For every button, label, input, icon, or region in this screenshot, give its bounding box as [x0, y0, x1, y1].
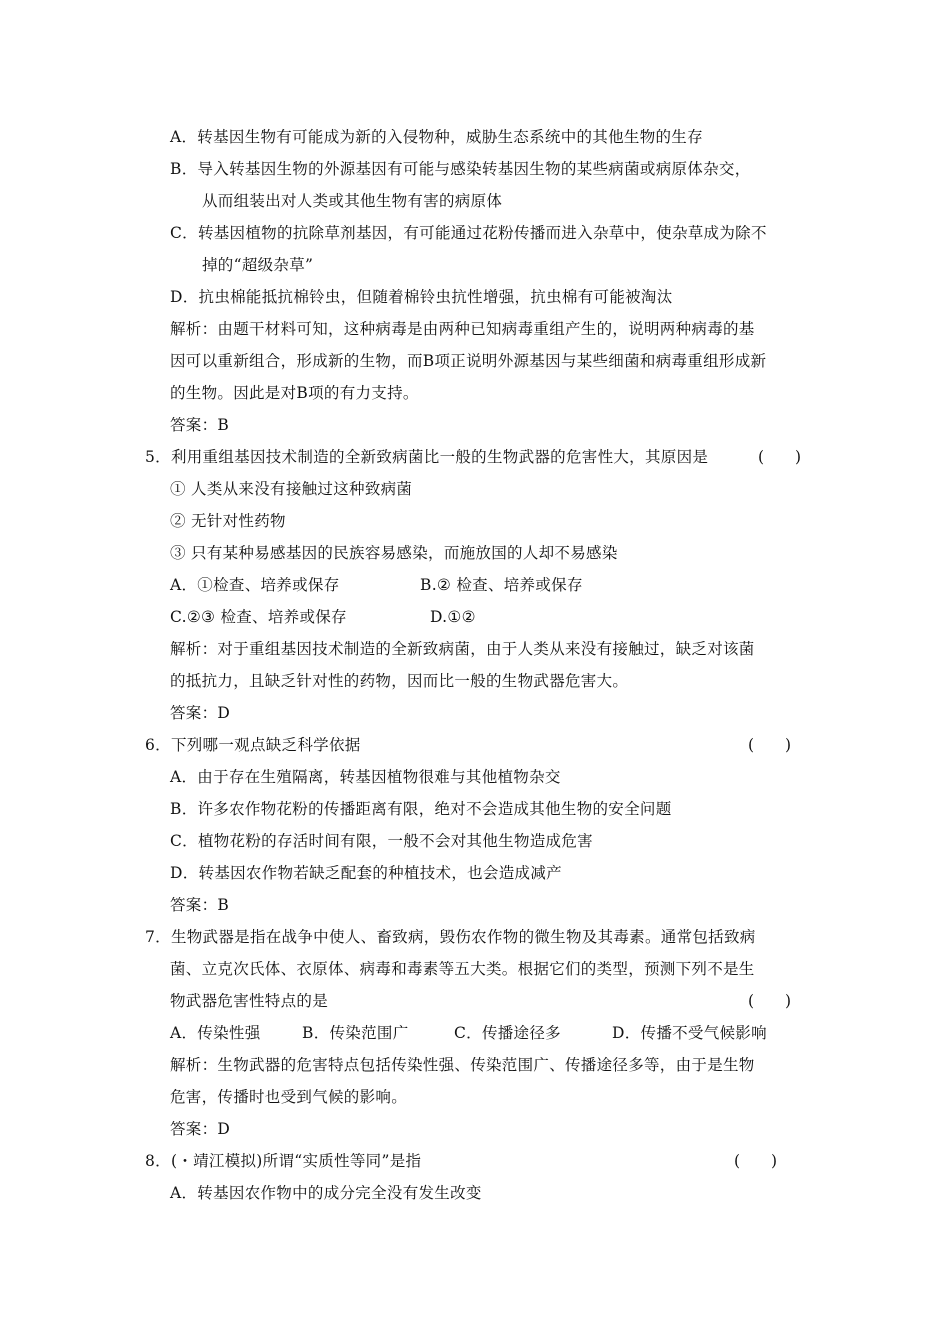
q5-analysis-line: 的抵抗力，且缺乏针对性的药物，因而比一般的生物武器危害大。 [170, 672, 629, 690]
q5-option-a: A．①检查、培养或保存 [170, 576, 340, 594]
q6-option-c: C．植物花粉的存活时间有限，一般不会对其他生物造成危害 [170, 832, 593, 850]
q4-analysis-line: 因可以重新组合，形成新的生物，而B项正说明外源基因与某些细菌和病毒重组形成新 [170, 352, 767, 370]
q4-option-d: D．抗虫棉能抵抗棉铃虫，但随着棉铃虫抗性增强，抗虫棉有可能被淘汰 [170, 288, 673, 306]
q4-analysis-line: 的生物。因此是对B项的有力支持。 [170, 384, 419, 402]
q5-item: ② 无针对性药物 [170, 512, 286, 530]
q7-analysis-line: 解析：生物武器的危害特点包括传染性强、传染范围广、传播途径多等，由于是生物 [170, 1056, 755, 1074]
q8-answer-blank: ( ) [734, 1152, 778, 1170]
q5-option-c: C.②③ 检查、培养或保存 [170, 608, 347, 626]
q6-answer-blank: ( ) [748, 736, 792, 754]
q7-answer-blank: ( ) [748, 992, 792, 1010]
q5-item: ③ 只有某种易感基因的民族容易感染，而施放国的人却不易感染 [170, 544, 618, 562]
q5-option-b: B.② 检查、培养或保存 [420, 576, 583, 594]
q7-stem-line: 7．生物武器是指在战争中使人、畜致病，毁伤农作物的微生物及其毒素。通常包括致病 [145, 928, 756, 946]
q5-answer: 答案：D [170, 704, 231, 722]
q4-option-a: A．转基因生物有可能成为新的入侵物种，威胁生态系统中的其他生物的生存 [170, 128, 703, 146]
q5-option-d: D.①② [430, 608, 476, 626]
q5-answer-blank: ( ) [758, 448, 802, 466]
q4-option-c: C．转基因植物的抗除草剂基因，有可能通过花粉传播而进入杂草中，使杂草成为除不 [170, 224, 767, 242]
q8-option-a: A．转基因农作物中的成分完全没有发生改变 [170, 1184, 482, 1202]
q4-analysis-line: 解析：由题干材料可知，这种病毒是由两种已知病毒重组产生的，说明两种病毒的基 [170, 320, 755, 338]
q6-option-b: B．许多农作物花粉的传播距离有限，绝对不会造成其他生物的安全问题 [170, 800, 672, 818]
q5-item: ① 人类从来没有接触过这种致病菌 [170, 480, 413, 498]
q5-stem: 5．利用重组基因技术制造的全新致病菌比一般的生物武器的危害性大，其原因是 [145, 448, 709, 466]
q4-option-b-cont: 从而组装出对人类或其他生物有害的病原体 [202, 192, 503, 210]
q7-answer: 答案：D [170, 1120, 231, 1138]
q5-analysis-line: 解析：对于重组基因技术制造的全新致病菌，由于人类从来没有接触过，缺乏对该菌 [170, 640, 755, 658]
q6-option-a: A．由于存在生殖隔离，转基因植物很难与其他植物杂交 [170, 768, 561, 786]
q7-option-b: B．传染范围广 [302, 1024, 409, 1042]
q7-stem-line: 菌、立克次氏体、衣原体、病毒和毒素等五大类。根据它们的类型，预测下列不是生 [170, 960, 755, 978]
q8-stem: 8．(・靖江模拟)所谓“实质性等同”是指 [145, 1152, 422, 1170]
q4-answer: 答案：B [170, 416, 230, 434]
q7-stem-line: 物武器危害性特点的是 [170, 992, 329, 1010]
q7-option-d: D．传播不受气候影响 [612, 1024, 767, 1042]
q4-option-b: B．导入转基因生物的外源基因有可能与感染转基因生物的某些病菌或病原体杂交， [170, 160, 751, 178]
q6-answer: 答案：B [170, 896, 230, 914]
q6-option-d: D．转基因农作物若缺乏配套的种植技术，也会造成减产 [170, 864, 562, 882]
q7-option-c: C．传播途径多 [454, 1024, 561, 1042]
q4-option-c-cont: 掉的“超级杂草” [202, 256, 314, 274]
q7-option-a: A．传染性强 [170, 1024, 261, 1042]
q7-analysis-line: 危害，传播时也受到气候的影响。 [170, 1088, 408, 1106]
q6-stem: 6．下列哪一观点缺乏科学依据 [145, 736, 361, 754]
